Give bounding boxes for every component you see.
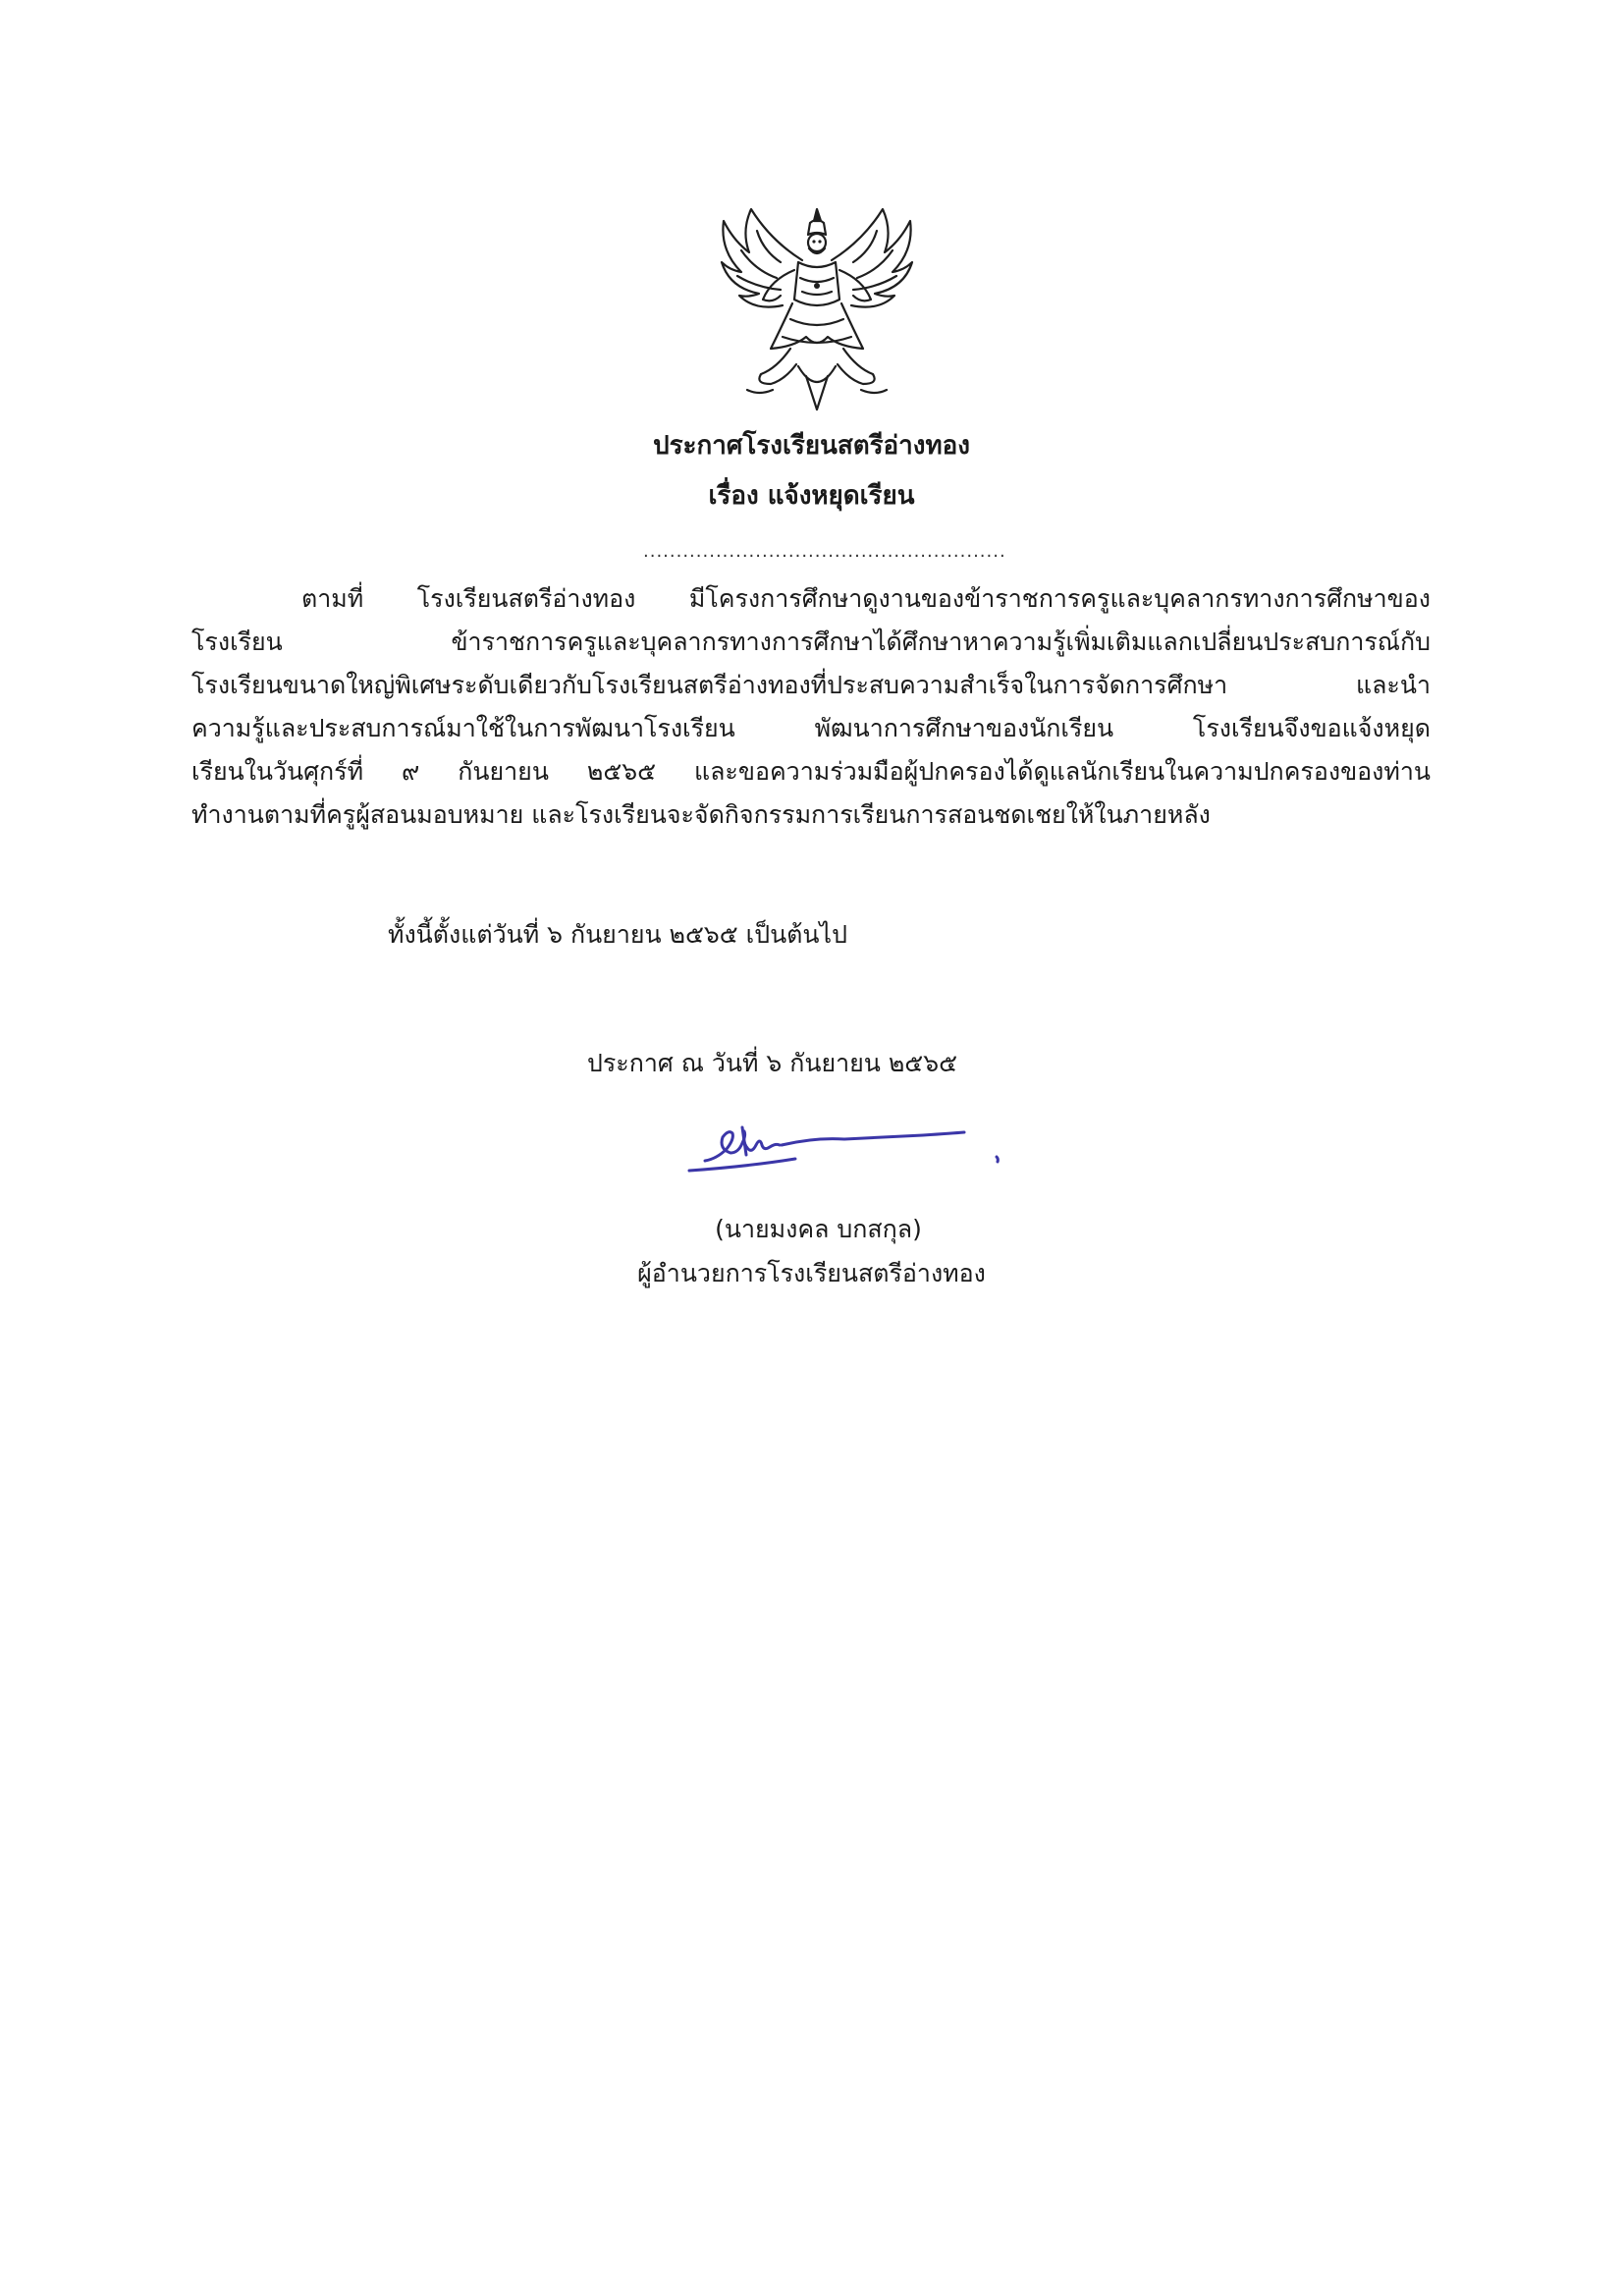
announcement-title: ประกาศโรงเรียนสตรีอ่างทอง (653, 431, 970, 461)
garuda-emblem-icon (712, 201, 923, 417)
body-line: ตามที่ โรงเรียนสตรีอ่างทอง มีโครงการศึกษาดูงานของข้าราชการครูและบุคลากรทางการศึกษาของ (301, 584, 1431, 613)
effective-date: ทั้งนี้ตั้งแต่วันที่ ๖ กันยายน ๒๕๖๕ เป็นต้นไป (388, 920, 847, 949)
announcement-body (191, 577, 1431, 837)
announcement-subject: เรื่อง แจ้งหยุดเรียน (708, 481, 915, 511)
body-line: ความรู้และประสบการณ์มาใช้ในการพัฒนาโรงเรียน พัฒนาการศึกษาของนักเรียน โรงเรียนจึงขอแจ้งหยุด (191, 714, 1431, 742)
announced-date: ประกาศ ณ วันที่ ๖ กันยายน ๒๕๖๕ (587, 1049, 958, 1077)
body-line: เรียนในวันศุกร์ที่ ๙ กันยายน ๒๕๖๕ และขอความร่วมมือผู้ปกครองได้ดูแลนักเรียนในความปกครองของท่าน (191, 757, 1431, 786)
body-line: ทำงานตามที่ครูผู้สอนมอบหมาย และโรงเรียนจะจัดกิจกรรมการเรียนการสอนชดเชยให้ในภายหลัง (191, 800, 1211, 829)
handwritten-signature (687, 1110, 1021, 1178)
body-line: โรงเรียน ข้าราชการครูและบุคลากรทางการศึกษาได้ศึกษาหาความรู้เพิ่มเติมแลกเปลี่ยนประสบการณ์กับ (191, 628, 1431, 656)
signer-name: (นายมงคล บกสกุล) (715, 1215, 922, 1243)
signer-position: ผู้อำนวยการโรงเรียนสตรีอ่างทอง (637, 1259, 986, 1287)
dotted-separator: ....................................................... (643, 543, 1006, 561)
body-line: โรงเรียนขนาดใหญ่พิเศษระดับเดียวกับโรงเรียนสตรีอ่างทองที่ประสบความสำเร็จในการจัดการศึกษา และนำ (191, 671, 1431, 699)
